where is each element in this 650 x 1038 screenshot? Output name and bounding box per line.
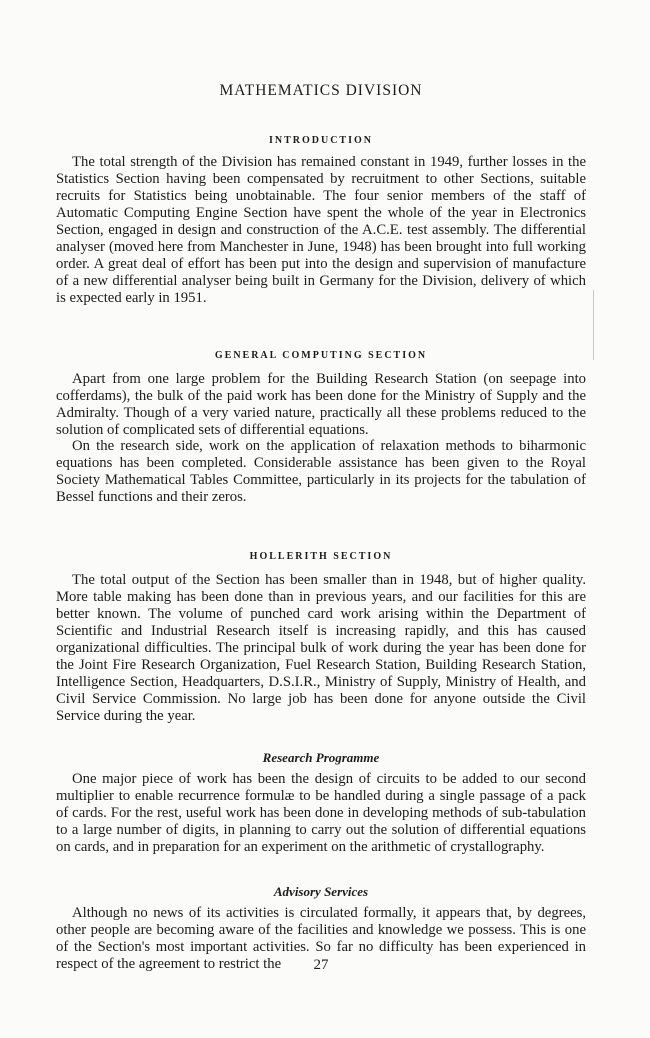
introduction-heading: INTRODUCTION — [268, 135, 373, 146]
division-title: MATHEMATICS DIVISION — [219, 82, 423, 99]
advisory-services-paragraph: Although no news of its activities is circulated formally, it appears that, by degrees, other people are becoming aware of the facilities and knowledge we possess. This is one of the Section's most important activities. So far no difficulty has been experienced in respect of the agreement to restrict the — [56, 905, 586, 972]
general-computing-heading: GENERAL COMPUTING SECTION — [214, 350, 428, 361]
page-number: 27 — [313, 957, 329, 973]
introduction-paragraph: The total strength of the Division has remained constant in 1949, further losses in the Statistics Section having been compensated by recruitment to other Sections, suitable recruits for Statistics being unobtainable. The four senior members of the staff of Automatic Computing Engine Section have spent the whole of the year in Electronics Section, engaged in design and construction of the A.C.E. test assembly. The differential analyser (moved here from Manchester in June, 1948) has been brought into full working order. A great deal of effort has been put into the design and supervision of manufacture of a new differential analyser being built in Germany for the Division, delivery of which is expected early in 1951. — [56, 154, 586, 306]
advisory-services-heading: Advisory Services — [273, 884, 369, 899]
general-computing-paragraph-2: On the research side, work on the application of relaxation methods to biharmonic equations has been completed. Considerable assistance has been given to the Royal Society Mathematical Tables Committee, particularly in its projects for the tabulation of Bessel functions and their zeros. — [56, 438, 586, 505]
general-computing-paragraph-1: Apart from one large problem for the Building Research Station (on seepage into cofferdams), the bulk of the paid work has been done for the Ministry of Supply and the Admiralty. Though of a very varied nature, practically all these problems reduced to the solution of complicated sets of differential equations. — [56, 371, 586, 438]
hollerith-heading: HOLLERITH SECTION — [249, 551, 393, 562]
margin-scan-line — [593, 290, 594, 360]
research-programme-heading: Research Programme — [262, 750, 380, 765]
research-programme-paragraph: One major piece of work has been the design of circuits to be added to our second multiplier to enable recurrence formulæ to be handled during a single passage of a pack of cards. For the rest, useful work has been done in developing methods of sub-tabulation to a large number of digits, in planning to carry out the solution of differential equations on cards, and in preparation for an experiment on the arithmetic of crystallography. — [56, 771, 586, 855]
hollerith-paragraph: The total output of the Section has been smaller than in 1948, but of higher quality. More table making has been done than in previous years, and our facilities for this are better known. The volume of punched card work arising within the Department of Scientific and Industrial Research itself is increasing rapidly, and this has caused organizational difficulties. The principal bulk of work during the year has been done for the Joint Fire Research Organization, Fuel Research Station, Building Research Station, Intelligence Section, Headquarters, D.S.I.R., Ministry of Supply, Ministry of Health, and Civil Service Commission. No large job has been done for anyone outside the Civil Service during the year. — [56, 572, 586, 724]
